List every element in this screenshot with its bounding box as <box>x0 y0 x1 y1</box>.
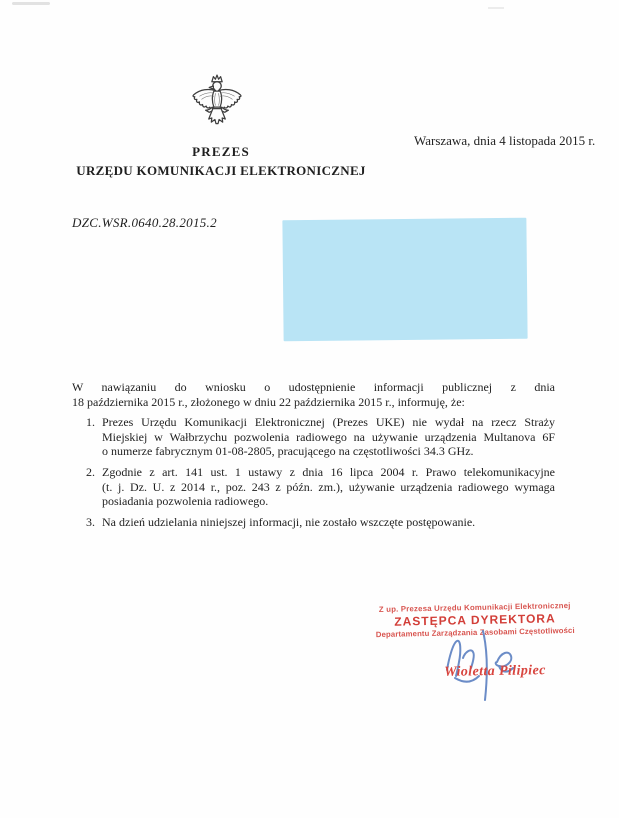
letterhead-title <box>38 144 404 179</box>
list-number: 3. <box>86 514 95 529</box>
text-line: Na dzień udzielania niniejszej informacji, nie zostało wszczęte postępowanie. <box>102 514 476 529</box>
text-line: Miejskiej w Wałbrzychu pozwolenia radiowego na używanie urządzenia Multanova 6F <box>102 429 555 444</box>
date-line: Warszawa, dnia 4 listopada 2015 r. <box>414 133 596 148</box>
scan-smudge-top-right <box>488 7 504 9</box>
list-item-2 <box>72 465 555 509</box>
list-number: 1. <box>86 415 95 430</box>
redaction-box <box>282 218 527 342</box>
reference-number: DZC.WSR.0640.28.2015.2 <box>72 215 217 230</box>
stamp-department-line: Departamentu Zarządzania Zasobami Częstotliwości <box>375 625 575 640</box>
list-item-3 <box>72 515 555 530</box>
text-line: Prezes Urzędu Komunikacji Elektronicznej (Prezes UKE) nie wydał na rzecz Straży <box>102 415 555 430</box>
polish-eagle-emblem-icon <box>186 72 248 135</box>
scan-smudge-top-left <box>12 2 50 5</box>
list-item-1 <box>72 415 555 459</box>
stamp-authorization-line: Z up. Prezesa Urzędu Komunikacji Elektronicznej <box>378 600 571 615</box>
text-line: Zgodnie z art. 141 ust. 1 ustawy z dnia 16 lipca 2004 r. Prawo telekomunikacyjne <box>102 464 555 479</box>
text-line: posiadania pozwolenia radiowego. <box>102 494 269 509</box>
list-number: 2. <box>86 464 95 479</box>
text-line: o numerze fabrycznym 01-08-2805, pracującego na częstotliwości 34.3 GHz. <box>102 444 474 459</box>
letter-body <box>72 380 555 529</box>
text-line: (t. j. Dz. U. z 2014 r., poz. 243 z późn. zm.), używanie urządzenia radiowego wymaga <box>102 479 555 494</box>
letterhead-title-line1: PREZES <box>192 144 250 159</box>
list-item-text <box>102 415 555 459</box>
letterhead-title-line2: URZĘDU KOMUNIKACJI ELEKTRONICZNEJ <box>76 163 366 178</box>
intro-paragraph <box>72 380 555 409</box>
signer-name: Wioletta Pilipiec <box>444 663 546 680</box>
text-line: W nawiązaniu do wniosku o udostępnienie informacji publicznej z dnia <box>72 380 555 394</box>
list-item-text <box>102 465 555 509</box>
text-line: 18 października 2015 r., złożonego w dniu 22 października 2015 r., informuję, że: <box>72 394 465 409</box>
stamp-title-line: ZASTĘPCA DYREKTORA <box>394 611 556 629</box>
list-item-text <box>102 515 555 530</box>
